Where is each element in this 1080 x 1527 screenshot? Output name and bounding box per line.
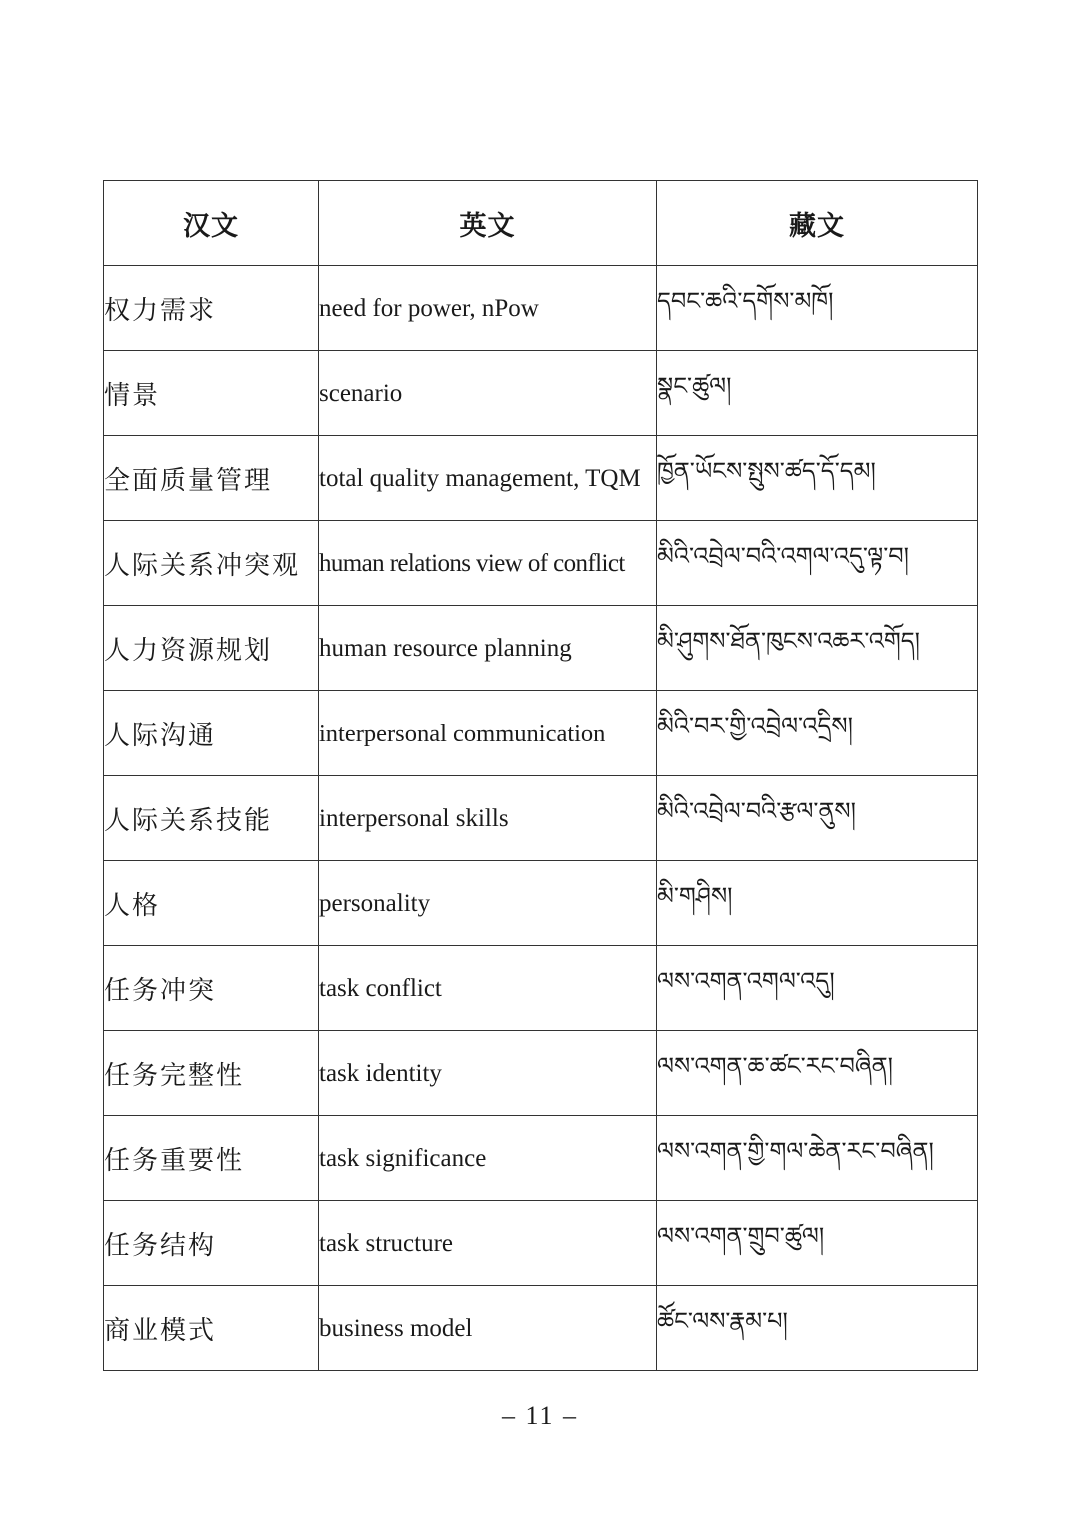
table-row — [104, 861, 978, 946]
table-row — [104, 436, 978, 521]
cell-chinese: 全面质量管理 — [104, 436, 319, 521]
table-row — [104, 521, 978, 606]
cell-chinese: 任务重要性 — [104, 1116, 319, 1201]
table-row — [104, 1116, 978, 1201]
table-row — [104, 691, 978, 776]
table-row — [104, 776, 978, 861]
cell-english: task conflict — [319, 946, 657, 1031]
cell-english: interpersonal skills — [319, 776, 657, 861]
table-header-row — [104, 181, 978, 266]
cell-tibetan: ཚོང་ལས་རྣམ་པ། — [657, 1286, 978, 1371]
table-row — [104, 606, 978, 691]
table-row — [104, 946, 978, 1031]
cell-chinese: 任务结构 — [104, 1201, 319, 1286]
cell-chinese: 人际关系技能 — [104, 776, 319, 861]
cell-tibetan: ལས་འགན་ཆ་ཚང་རང་བཞིན། — [657, 1031, 978, 1116]
cell-tibetan: ཁྱོན་ཡོངས་སྤུས་ཚད་དོ་དམ། — [657, 436, 978, 521]
cell-english: task identity — [319, 1031, 657, 1116]
cell-chinese: 商业模式 — [104, 1286, 319, 1371]
cell-tibetan: སྣང་ཚུལ། — [657, 351, 978, 436]
table-row — [104, 351, 978, 436]
cell-english: need for power, nPow — [319, 266, 657, 351]
cell-tibetan: མིའི་འབྲེལ་བའི་རྩལ་ནུས། — [657, 776, 978, 861]
cell-english: business model — [319, 1286, 657, 1371]
cell-english: interpersonal communication — [319, 691, 657, 776]
cell-chinese: 人际关系冲突观 — [104, 521, 319, 606]
cell-chinese: 权力需求 — [104, 266, 319, 351]
cell-tibetan: ལས་འགན་གྲུབ་ཚུལ། — [657, 1201, 978, 1286]
table-row — [104, 1286, 978, 1371]
cell-tibetan: མི་གཤིས། — [657, 861, 978, 946]
cell-english: scenario — [319, 351, 657, 436]
cell-english: human resource planning — [319, 606, 657, 691]
cell-tibetan: ལས་འགན་གྱི་གལ་ཆེན་རང་བཞིན། — [657, 1116, 978, 1201]
cell-tibetan: མིའི་འབྲེལ་བའི་འགལ་འདུ་ལྟ་བ། — [657, 521, 978, 606]
cell-chinese: 人力资源规划 — [104, 606, 319, 691]
cell-tibetan: མི་ཤུགས་ཐོན་ཁུངས་འཆར་འགོད། — [657, 606, 978, 691]
cell-chinese: 任务冲突 — [104, 946, 319, 1031]
cell-english: task significance — [319, 1116, 657, 1201]
header-tibetan: 藏文 — [657, 181, 978, 266]
header-chinese: 汉文 — [104, 181, 319, 266]
cell-chinese: 人际沟通 — [104, 691, 319, 776]
cell-chinese: 任务完整性 — [104, 1031, 319, 1116]
cell-english: personality — [319, 861, 657, 946]
cell-tibetan: ལས་འགན་འགལ་འདུ། — [657, 946, 978, 1031]
page-number: – 11 – — [501, 1401, 579, 1430]
table-row — [104, 1201, 978, 1286]
glossary-table — [103, 180, 978, 1371]
cell-english: task structure — [319, 1201, 657, 1286]
cell-chinese: 情景 — [104, 351, 319, 436]
cell-chinese: 人格 — [104, 861, 319, 946]
cell-english: human relations view of conflict — [319, 521, 657, 606]
table-row — [104, 1031, 978, 1116]
cell-tibetan: མིའི་བར་གྱི་འབྲེལ་འདྲིས། — [657, 691, 978, 776]
cell-tibetan: དབང་ཆའི་དགོས་མཁོ། — [657, 266, 978, 351]
header-english: 英文 — [319, 181, 657, 266]
cell-english: total quality management, TQM — [319, 436, 657, 521]
table-row — [104, 266, 978, 351]
